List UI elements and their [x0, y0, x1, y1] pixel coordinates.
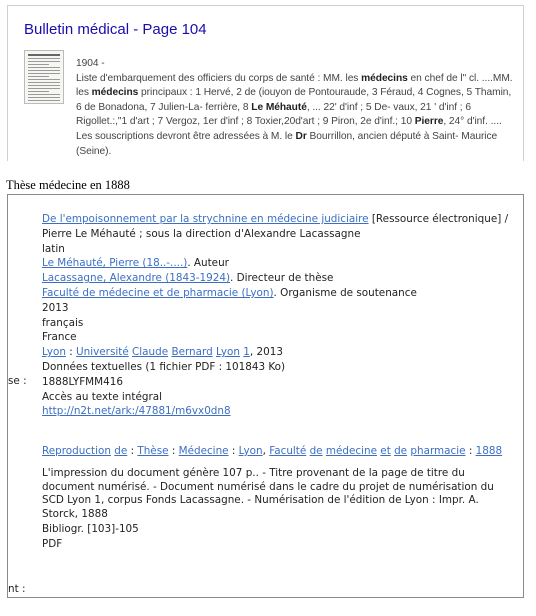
ark-link[interactable]: http://n2t.net/ark:/47881/m6vx0dn8 — [42, 405, 231, 418]
reproduction-year-link[interactable]: 1888 — [475, 445, 503, 458]
record-format: PDF — [42, 538, 63, 551]
record-ark-row — [42, 404, 512, 419]
author-link[interactable]: Le Méhauté, Pierre (18..-....) — [42, 257, 188, 270]
record-access: Accès au texte intégral — [42, 390, 162, 403]
snippet-text: 1904 - — [76, 58, 105, 69]
reproduction-separator: : — [168, 445, 179, 458]
result-title-link[interactable]: Bulletin médical - Page 104 — [24, 21, 207, 38]
record-title: De l'empoisonnement par la strychnine en médecine judiciaire [Ressource électronique] / Pierre Le Méhauté ; sous la direction d'Alexandre Lacassagne — [42, 213, 509, 240]
record-country: France — [42, 331, 77, 344]
director-link[interactable]: Lacassagne, Alexandre (1843-1924) — [42, 272, 230, 285]
publisher-link[interactable]: Bernard — [171, 346, 213, 359]
reproduction-link[interactable]: Faculté — [269, 445, 307, 458]
reproduction-link[interactable]: Thèse — [137, 445, 169, 458]
record-year: 2013 — [42, 301, 69, 314]
reproduction-link[interactable]: de — [309, 445, 323, 458]
record-director: Lacassagne, Alexandre (1843-1924). Directeur de thèse — [42, 272, 334, 285]
snippet-text: , 24° d'inf. .... Les souscriptions devront être adressées à M. le — [76, 116, 502, 142]
record-bibliography: Bibliogr. [103]-105 — [42, 523, 139, 536]
record-language-original: latin — [42, 242, 65, 255]
reproduction-link[interactable]: de — [114, 445, 128, 458]
record-body — [42, 212, 512, 552]
reproduction-link[interactable]: médecine — [325, 445, 377, 458]
search-result-card — [7, 5, 524, 161]
reproduction-separator: : — [127, 445, 138, 458]
reproduction-separator: : — [465, 445, 476, 458]
reproduction-link[interactable]: Reproduction — [42, 445, 111, 458]
publisher-link[interactable]: Lyon — [42, 346, 66, 359]
format-side-label: nt : — [8, 583, 26, 595]
snippet-highlight: médecins — [361, 72, 408, 84]
page-thumbnail[interactable] — [24, 50, 64, 104]
reproduction-link[interactable]: de — [394, 445, 408, 458]
result-snippet — [76, 57, 516, 159]
reproduction-separator: , — [262, 445, 270, 458]
snippet-text: en chef de l" cl. ....MM. les — [76, 72, 513, 99]
publisher-link[interactable]: Lyon — [216, 346, 240, 359]
identifier-side-label: se : — [8, 375, 27, 387]
record-language: français — [42, 316, 84, 329]
reproduction-link[interactable]: Médecine — [178, 445, 229, 458]
publisher-link[interactable]: Claude — [132, 346, 169, 359]
publisher-link[interactable]: Université — [76, 346, 129, 359]
section-caption: Thèse médecine en 1888 — [6, 178, 130, 192]
organism-link[interactable]: Faculté de médecine et de pharmacie (Lyon) — [42, 286, 274, 299]
record-organism: Faculté de médecine et de pharmacie (Lyon). Organisme de soutenance — [42, 286, 417, 299]
snippet-text: Liste d'embarquement des officiers du corps de santé : MM. les — [76, 72, 362, 84]
record-publisher: Lyon : Université Claude Bernard Lyon 1, 2013 — [42, 346, 283, 359]
catalog-record — [7, 194, 524, 598]
snippet-text: principaux : 1 Hervé, 2 de (iouyon de Pontouraude, 3 Féraud, 4 Cognes, 5 Thamin, 6 de Bonadona, 7 Julien-La- ferrière, 8 — [76, 87, 512, 113]
reproduction-link[interactable]: Lyon — [238, 445, 263, 458]
snippet-highlight: médecins — [91, 87, 139, 99]
record-author: Le Méhauté, Pierre (18..-....). Auteur — [42, 257, 229, 270]
record-reproduction — [42, 444, 512, 459]
record-note: L'impression du document génère 107 p.. - Titre provenant de la page de titre du document numérisé. - Document numérisé dans le cadre du projet de numérisation du SCD Lyon 1, corpus Fonds Lacassagne. - Numérisation de l'édition de Lyon : Impr. A. Storck, 1888 — [42, 466, 494, 520]
title-link[interactable]: De l'empoisonnement par la strychnine en médecine judiciaire — [42, 213, 369, 225]
record-identifier: 1888LYFMM416 — [42, 375, 123, 388]
snippet-text: , ... 22' d'inf ; 5 De- vaux, 21 ' d'inf ; 6 Rigollet.:,"1 d'art ; 7 Vergoz, 1er d'inf ; 8 Toxier,20d'art ; 9 Piron, 2e d'inf.; 10 — [76, 101, 471, 128]
reproduction-link[interactable]: et — [380, 445, 391, 458]
snippet-highlight: Pierre — [414, 116, 444, 128]
reproduction-link[interactable]: pharmacie — [410, 445, 466, 458]
publisher-link[interactable]: 1 — [243, 346, 250, 359]
snippet-highlight: Le Méhauté — [251, 101, 307, 113]
snippet-text: Bourrillon, ancien député à Saint- Maurice (Seine). — [76, 130, 498, 157]
record-data-type: Données textuelles (1 fichier PDF : 101843 Ko) — [42, 360, 286, 373]
snippet-highlight: Dr — [295, 130, 307, 142]
reproduction-separator: : — [228, 445, 239, 458]
publisher-separator: : — [65, 346, 77, 359]
